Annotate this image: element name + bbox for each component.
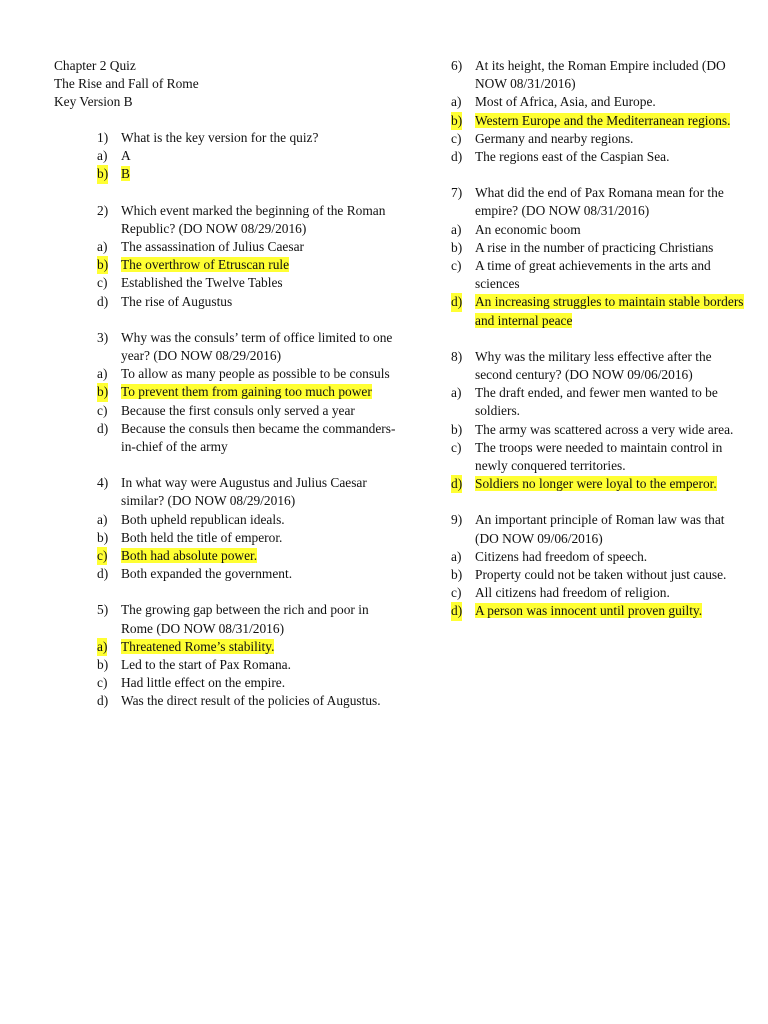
option-text: Both expanded the government. [121, 566, 293, 582]
answer-option [97, 293, 397, 311]
option-letter: b) [451, 421, 463, 437]
option-text: To allow as many people as possible to be consuls [121, 366, 390, 382]
option-text-wrapper [121, 165, 397, 183]
question-5 [97, 601, 397, 710]
option-letter: d) [97, 566, 109, 582]
question-number: 8) [451, 348, 463, 364]
option-letter: a) [451, 94, 462, 110]
answer-option [451, 257, 751, 293]
option-text-wrapper [475, 566, 751, 584]
option-text: Citizens had freedom of speech. [475, 548, 648, 564]
quiz-subtitle: The Rise and Fall of Rome [54, 76, 199, 92]
option-text: Most of Africa, Asia, and Europe. [475, 94, 656, 110]
option-letter: a) [451, 385, 462, 401]
option-text-wrapper [475, 112, 751, 130]
question-8 [451, 348, 751, 494]
option-text-wrapper [475, 584, 751, 602]
option-text: The troops were needed to maintain control in newly conquered territories. [475, 439, 723, 474]
option-letter: b) [451, 567, 463, 583]
question-number: 4) [97, 475, 109, 491]
option-letter: b) [97, 383, 108, 401]
option-letter: c) [451, 258, 462, 274]
option-text-wrapper [121, 402, 397, 420]
option-text-wrapper [475, 221, 751, 239]
answer-option-correct [451, 112, 751, 130]
question-3 [97, 329, 397, 456]
question-number: 5) [97, 602, 109, 618]
option-text-wrapper [121, 274, 397, 292]
option-text: Because the consuls then became the commanders-in-chief of the army [121, 420, 396, 455]
option-text: Western Europe and the Mediterranean regions. [475, 112, 731, 128]
option-letter: c) [97, 547, 107, 565]
question-4 [97, 474, 397, 583]
option-text-wrapper [121, 511, 397, 529]
option-text: Established the Twelve Tables [121, 275, 283, 291]
option-text: Led to the start of Pax Romana. [121, 657, 291, 673]
left-column [97, 129, 397, 729]
answer-option [451, 548, 751, 566]
question-2 [97, 202, 397, 311]
option-letter: c) [97, 275, 108, 291]
option-letter: c) [451, 130, 462, 146]
option-text-wrapper [475, 421, 751, 439]
option-text: A time of great achievements in the arts and sciences [475, 258, 711, 292]
question-number: 3) [97, 329, 109, 345]
question-prompt [97, 329, 397, 365]
option-text: B [121, 166, 130, 182]
option-letter: d) [97, 420, 109, 436]
option-text: Soldiers no longer were loyal to the emperor. [475, 476, 717, 492]
question-text: Why was the consuls’ term of office limited to one year? (DO NOW 08/29/2016) [121, 329, 393, 364]
question-prompt [451, 348, 751, 384]
option-letter: c) [97, 675, 108, 691]
option-text: Both had absolute power. [121, 548, 258, 564]
option-text-wrapper [475, 148, 751, 166]
option-text: A rise in the number of practicing Christians [475, 239, 714, 255]
answer-option-correct [97, 547, 397, 565]
question-text: The growing gap between the rich and poor in Rome (DO NOW 08/31/2016) [121, 602, 369, 636]
option-text-wrapper [121, 383, 397, 401]
answer-option [451, 130, 751, 148]
option-text: A [121, 148, 131, 164]
question-text: Why was the military less effective after the second century? (DO NOW 09/06/2016) [475, 348, 712, 383]
option-text: The overthrow of Etruscan rule [121, 257, 290, 273]
question-number: 9) [451, 512, 463, 528]
option-letter: a) [97, 239, 108, 255]
option-letter: b) [451, 112, 462, 130]
option-letter: a) [97, 511, 108, 527]
option-text: An increasing struggles to maintain stable borders and internal peace [475, 294, 744, 328]
option-text-wrapper [121, 293, 397, 311]
option-letter: c) [451, 439, 462, 455]
option-text: Because the first consuls only served a year [121, 402, 355, 418]
question-number: 7) [451, 185, 463, 201]
option-text: The draft ended, and fewer men wanted to be soldiers. [475, 385, 718, 419]
option-text-wrapper [121, 565, 397, 583]
option-text-wrapper [121, 656, 397, 674]
question-1 [97, 129, 397, 184]
answer-option-correct [97, 256, 397, 274]
option-letter: d) [451, 475, 462, 493]
option-text-wrapper [121, 238, 397, 256]
option-letter: a) [97, 366, 108, 382]
option-text: The assassination of Julius Caesar [121, 239, 304, 255]
option-text-wrapper [475, 548, 751, 566]
question-prompt [97, 129, 397, 147]
option-text-wrapper [121, 147, 397, 165]
option-text: Both held the title of emperor. [121, 529, 283, 545]
option-letter: d) [451, 602, 462, 620]
answer-option [97, 402, 397, 420]
answer-option [451, 221, 751, 239]
option-text: Was the direct result of the policies of Augustus. [121, 693, 381, 709]
option-text: To prevent them from gaining too much power [121, 384, 372, 400]
answer-option [97, 274, 397, 292]
right-column [451, 57, 751, 639]
quiz-header [54, 57, 199, 112]
question-prompt [451, 184, 751, 220]
question-number: 1) [97, 130, 109, 145]
answer-option [451, 148, 751, 166]
option-text: Germany and nearby regions. [475, 130, 634, 146]
option-text: The regions east of the Caspian Sea. [475, 149, 670, 165]
question-text: Which event marked the beginning of the Roman Republic? (DO NOW 08/29/2016) [121, 202, 386, 236]
answer-option [97, 365, 397, 383]
question-prompt [97, 474, 397, 510]
option-text: Had little effect on the empire. [121, 675, 286, 691]
question-prompt [451, 511, 751, 547]
answer-option-correct [451, 475, 751, 493]
option-letter: d) [451, 293, 462, 311]
question-9 [451, 511, 751, 620]
option-letter: b) [97, 529, 109, 545]
option-text: Threatened Rome’s stability. [121, 638, 275, 654]
chapter-title: Chapter 2 Quiz [54, 58, 136, 73]
question-prompt [451, 57, 751, 93]
option-text-wrapper [121, 674, 397, 692]
question-text: In what way were Augustus and Julius Caesar similar? (DO NOW 08/29/2016) [121, 475, 367, 509]
option-letter: c) [97, 402, 108, 418]
option-text: The army was scattered across a very wide area. [475, 421, 734, 437]
answer-option-correct [451, 293, 751, 329]
answer-option [97, 420, 397, 456]
answer-option [97, 565, 397, 583]
option-letter: b) [451, 239, 463, 255]
answer-option-correct [451, 602, 751, 620]
option-text-wrapper [121, 529, 397, 547]
option-letter: b) [97, 256, 108, 274]
option-text-wrapper [475, 93, 751, 111]
answer-option [451, 439, 751, 475]
option-text: A person was innocent until proven guilty. [475, 603, 703, 619]
question-text: At its height, the Roman Empire included (DO NOW 08/31/2016) [475, 58, 726, 92]
option-text-wrapper [475, 439, 751, 475]
question-text: What did the end of Pax Romana mean for the empire? (DO NOW 08/31/2016) [475, 185, 724, 219]
option-text: Property could not be taken without just cause. [475, 567, 727, 583]
option-text-wrapper [475, 384, 751, 420]
option-text: Both upheld republican ideals. [121, 511, 285, 527]
answer-option [451, 239, 751, 257]
question-prompt [97, 601, 397, 637]
answer-option [97, 529, 397, 547]
option-text: An economic boom [475, 221, 581, 237]
question-6 [451, 57, 751, 166]
option-letter: a) [451, 221, 462, 237]
option-text-wrapper [475, 239, 751, 257]
option-text-wrapper [475, 475, 751, 493]
answer-option [451, 384, 751, 420]
option-letter: a) [97, 148, 108, 164]
answer-option [97, 511, 397, 529]
option-text: All citizens had freedom of religion. [475, 585, 670, 601]
option-letter: c) [451, 585, 462, 601]
option-letter: b) [97, 165, 108, 183]
key-version-label: Key Version B [54, 94, 133, 110]
option-letter: d) [97, 293, 109, 309]
answer-option [451, 566, 751, 584]
answer-option [97, 656, 397, 674]
question-text: What is the key version for the quiz? [121, 130, 319, 145]
answer-option [97, 238, 397, 256]
answer-option [97, 147, 397, 165]
option-letter: a) [451, 548, 462, 564]
option-text-wrapper [121, 420, 397, 456]
answer-option [97, 674, 397, 692]
option-text-wrapper [475, 293, 751, 329]
answer-option [451, 93, 751, 111]
question-text: An important principle of Roman law was that (DO NOW 09/06/2016) [475, 512, 725, 546]
option-text-wrapper [121, 638, 397, 656]
option-letter: b) [97, 657, 109, 673]
answer-option [451, 584, 751, 602]
option-text-wrapper [121, 256, 397, 274]
option-text-wrapper [475, 130, 751, 148]
answer-option [97, 692, 397, 710]
option-text-wrapper [475, 602, 751, 620]
option-text-wrapper [475, 257, 751, 293]
answer-option-correct [97, 638, 397, 656]
option-letter: d) [97, 693, 109, 709]
question-7 [451, 184, 751, 330]
option-text: The rise of Augustus [121, 293, 233, 309]
answer-option-correct [97, 165, 397, 183]
answer-option [451, 421, 751, 439]
option-text-wrapper [121, 365, 397, 383]
option-text-wrapper [121, 547, 397, 565]
question-number: 2) [97, 202, 109, 218]
option-letter: d) [451, 149, 463, 165]
question-prompt [97, 202, 397, 238]
question-number: 6) [451, 58, 463, 73]
option-text-wrapper [121, 692, 397, 710]
option-letter: a) [97, 638, 107, 656]
answer-option-correct [97, 383, 397, 401]
